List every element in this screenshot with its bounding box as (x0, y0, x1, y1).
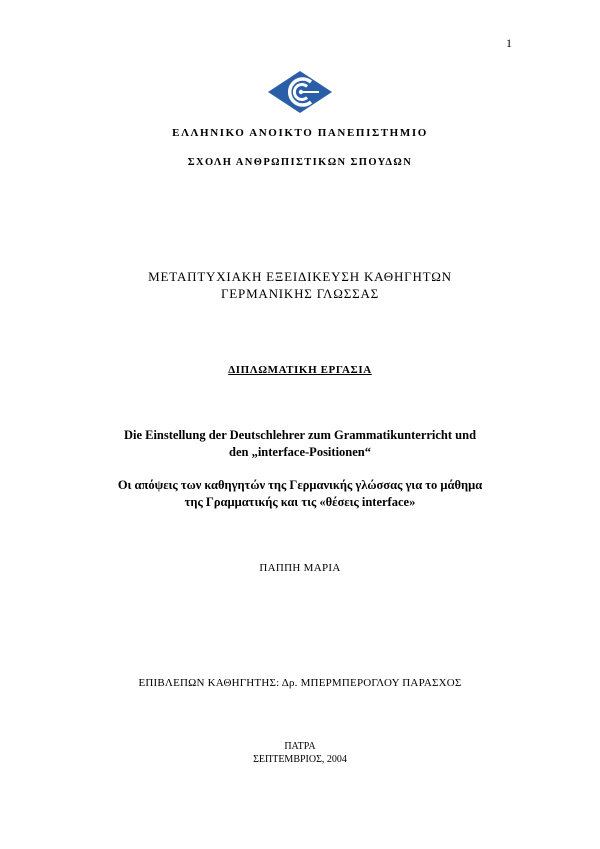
thesis-title-german-line-2: den „interface-Positionen“ (229, 445, 371, 459)
author-name: ΠΑΠΠΗ ΜΑΡΙΑ (259, 562, 341, 574)
program-title (0, 268, 600, 302)
school-name: ΣΧΟΛΗ ΑΝΘΡΩΠΙΣΤΙΚΩΝ ΣΠΟΥΔΩΝ (187, 157, 413, 168)
city: ΠΑΤΡΑ (284, 741, 316, 752)
program-title-line-1: ΜΕΤΑΠΤΥΧΙΑΚΗ ΕΞΕΙΔΙΚΕΥΣΗ ΚΑΘΗΓΗΤΩΝ (148, 269, 452, 284)
thesis-label: ΔΙΠΛΩΜΑΤΙΚΗ ΕΡΓΑΣΙΑ (228, 364, 372, 376)
thesis-title-greek-line-2: της Γραμματικής και τις «θέσεις interface» (184, 495, 416, 509)
supervisor: ΕΠΙΒΛΕΠΩΝ ΚΑΘΗΓΗΤΗΣ: Δρ. ΜΠΕΡΜΠΕΡΟΓΛΟΥ ΠΑΡΑΣΧΟΣ (138, 677, 462, 689)
page-number: 1 (506, 36, 512, 50)
open-university-logo-icon (267, 70, 333, 114)
thesis-title-greek (0, 477, 600, 511)
program-title-line-2: ΓΕΡΜΑΝΙΚΗΣ ΓΛΩΣΣΑΣ (220, 286, 380, 301)
thesis-title-greek-line-1: Οι απόψεις των καθηγητών της Γερμανικής γλώσσας για το μάθημα (117, 478, 483, 492)
thesis-title-german (0, 427, 600, 461)
thesis-title-german-line-1: Die Einstellung der Deutschlehrer zum Grammatikunterricht und (123, 428, 477, 442)
date: ΣΕΠΤΕΜΒΡΙΟΣ, 2004 (253, 754, 347, 765)
university-name: ΕΛΛΗΝΙΚΟ ΑΝΟΙΚΤΟ ΠΑΝΕΠΙΣΤΗΜΙΟ (172, 127, 428, 139)
